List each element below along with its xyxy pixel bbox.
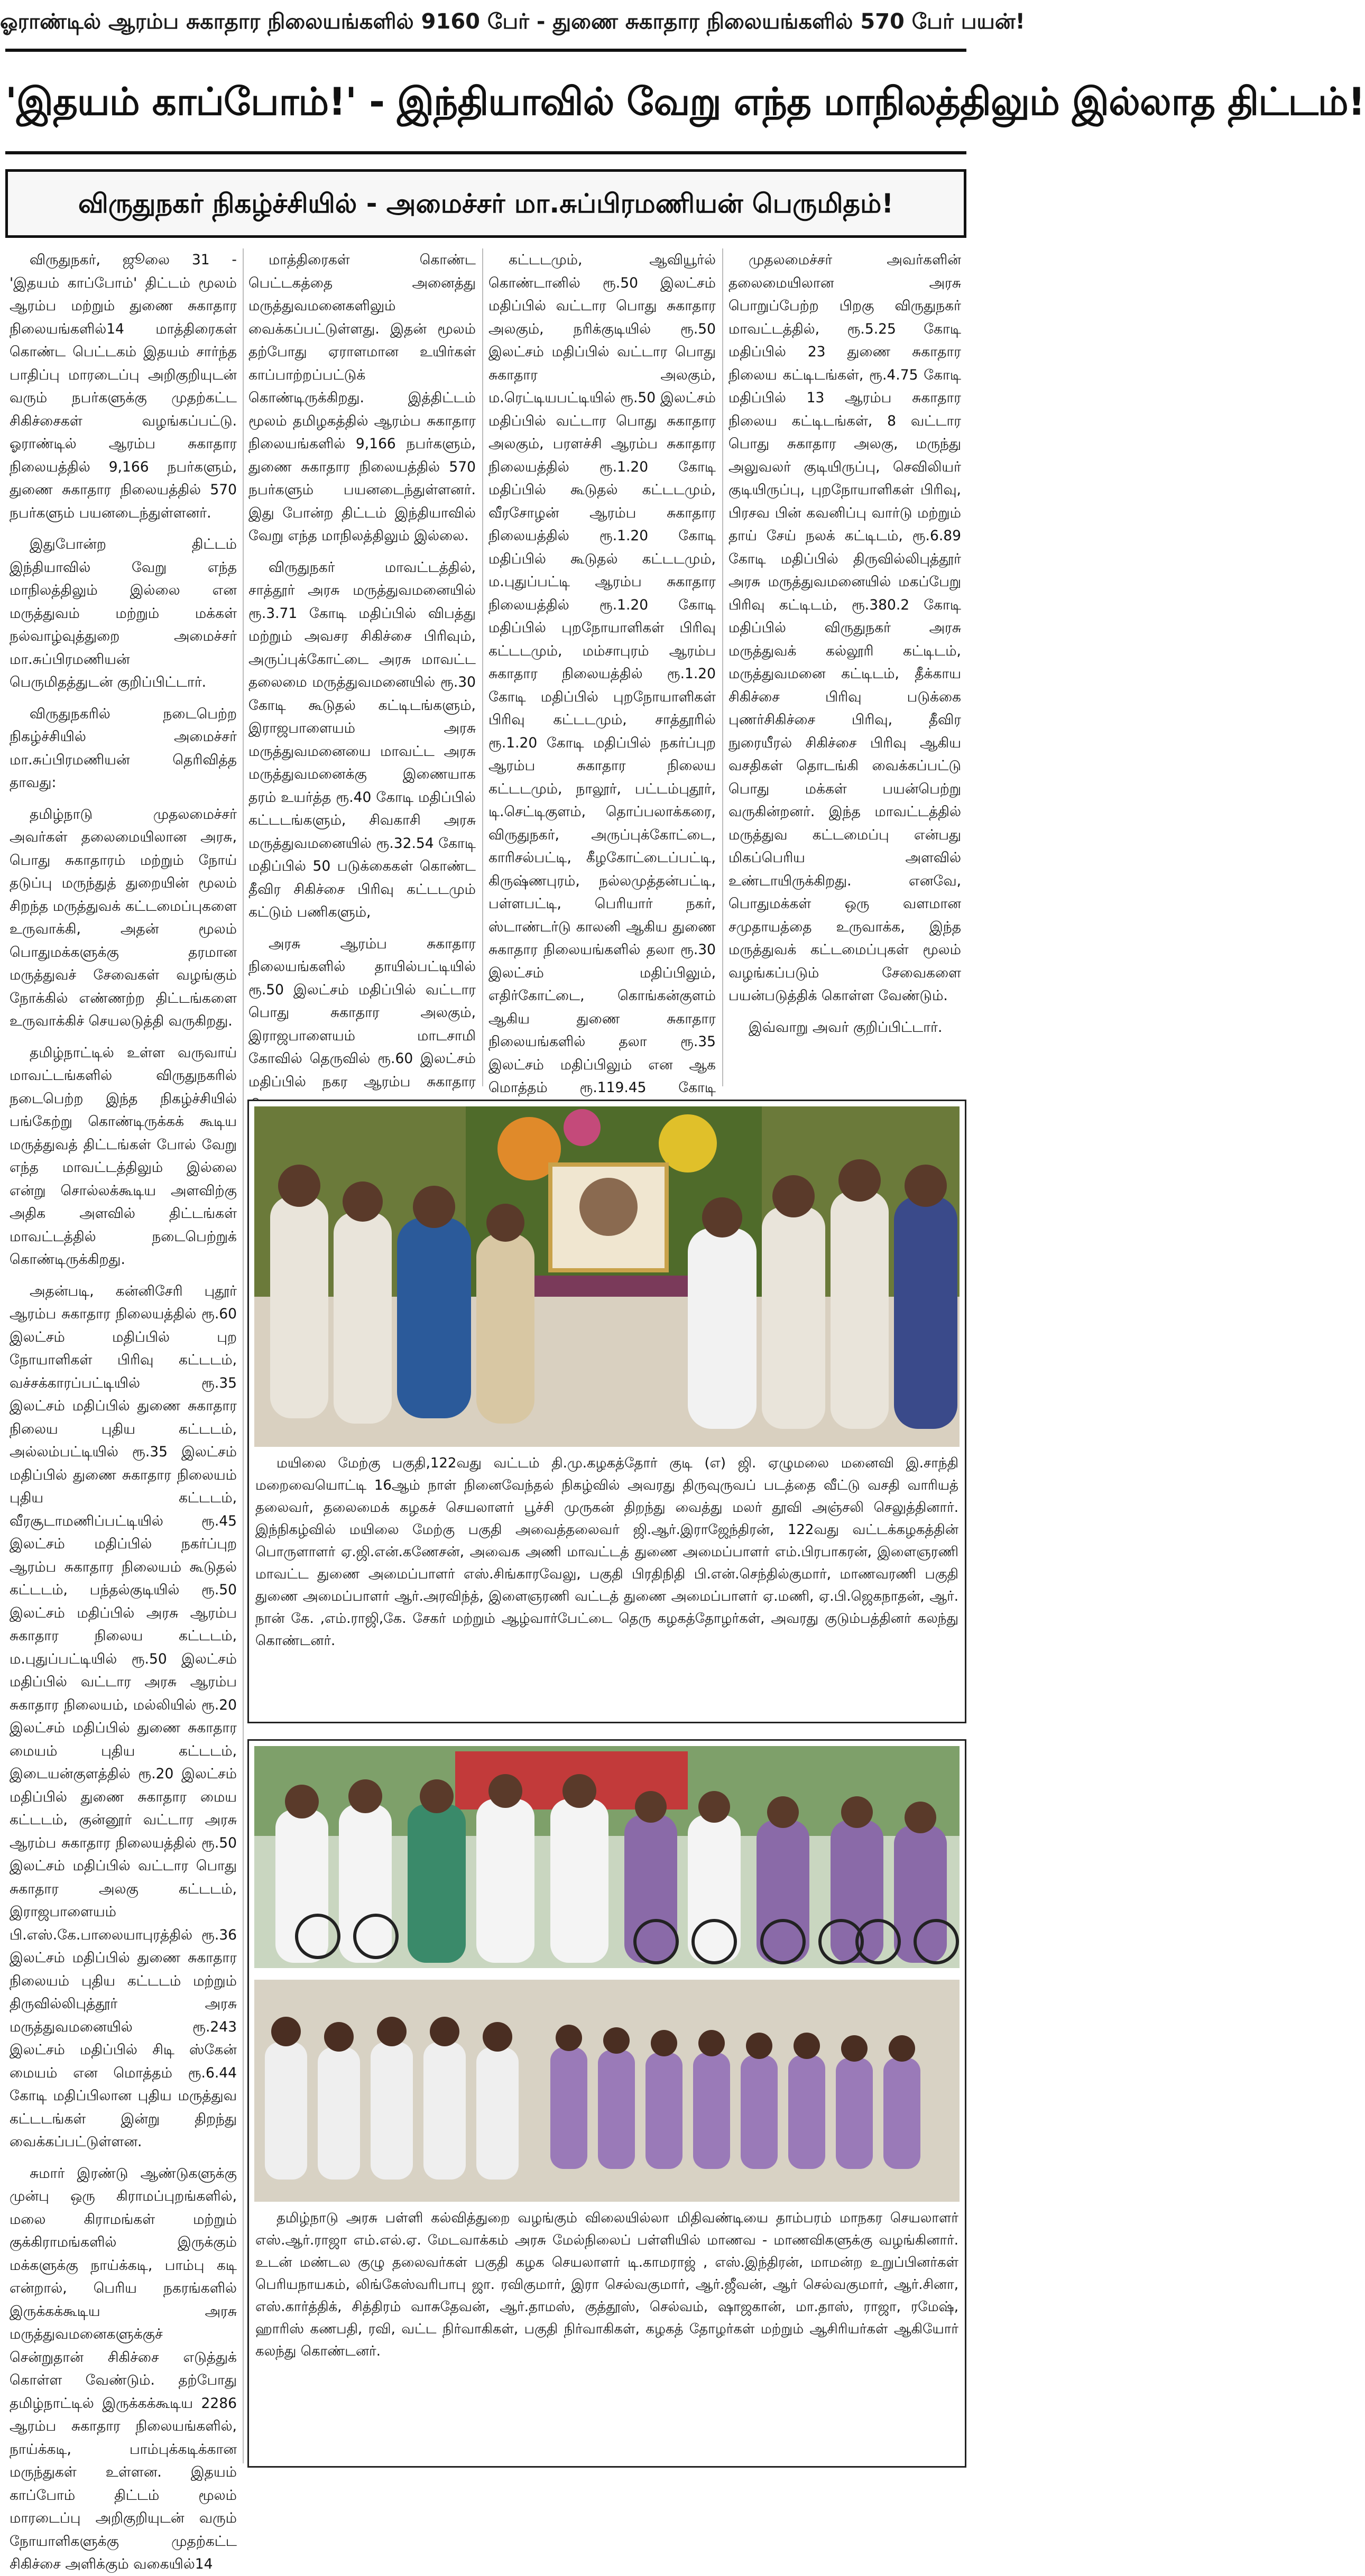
- paragraph: அதன்படி, கன்னிசேரி புதூர் ஆரம்ப சுகாதார நிலையத்தில் ரூ.60 இலட்சம் மதிப்பில் புற நோயாளிகள் பிரிவு கட்டடம், வச்சக்காரப்பட்டியில் ரூ.35 இலட்சம் மதிப்பில் துணை சுகாதார நிலைய புதிய கட்டடம், அல்லம்பட்டியில் ரூ.35 இலட்சம் மதிப்பில் துணை சுகாதார நிலையம் புதிய கட்டடம், வீரசூடாமணிப்பட்டியில் ரூ.45 இலட்சம் மதிப்பில் நகர்ப்புற ஆரம்ப சுகாதார நிலையம் கூடுதல் கட்டடம், பந்தல்குடியில் ரூ.50 இலட்சம் மதிப்பில் அரசு ஆரம்ப சுகாதார நிலைய கட்டடம், ம.புதுப்பட்டியில் ரூ.50 இலட்சம் மதிப்பில் வட்டார அரசு ஆரம்ப சுகாதார நிலையம், மல்லியில் ரூ.20 இலட்சம் மதிப்பில் துணை சுகாதார மையம் புதிய கட்டடம், இடையன்குளத்தில் ரூ.20 இலட்சம் மதிப்பில் துணை சுகாதார மைய கட்டடம், குன்னூர் வட்டார அரசு ஆரம்ப சுகாதார நிலையத்தில் ரூ.50 இலட்சம் மதிப்பில் வட்டார பொது சுகாதார அலகு கட்டடம், இராஜபாளையம் பி.எஸ்.கே.பாலையாபுரத்தில் ரூ.36 இலட்சம் மதிப்பில் துணை சுகாதார நிலையம் புதிய கட்டடம் மற்றும் திருவில்லிபுத்தூர் அரசு மருத்துவமனையில் ரூ.243 இலட்சம் மதிப்பில் சிடி ஸ்கேன் மையம் என மொத்தம் ரூ.6.44 கோடி மதிப்பிலான புதிய மருத்துவ கட்டடங்கள் இன்று திறந்து வைக்கப்பட்டுள்ளன.: [10, 1282, 237, 2150]
- photo-1-caption: மயிலை மேற்கு பகுதி,122வது வட்டம் தி.மு.கழகத்தோர் குடி (எ) ஜி. ஏழுமலை மனைவி இ.சாந்தி மறைவையொட்டி 16ஆம் நாள் நினைவேந்தல் நிகழ்வில் அவரது திருவுருவப் படத்தை வீட்டு வசதி வாரியத் தலைவர், தலைமைக் கழகச் செயலாளர் பூச்சி முருகன் திறந்து வைத்து மலர் தூவி அஞ்சலி செலுத்தினார். இந்நிகழ்வில் மயிலை மேற்கு பகுதி அவைத்தலைவர் ஜி.ஆர்.இராஜேந்திரன், 122வது வட்டக்கழகத்தின் பொருளாளர் ஏ.ஜி.என்.கணேசன், அவைக அணி மாவட்டத் துணை அமைப்பாளர் எம்.பிரபாகரன், இளைஞரணி மாவட்ட துணை அமைப்பாளர் எஸ்.சிங்காரவேலு, பகுதி பிரதிநிதி பி.என்.செந்தில்குமார், மாணவரணி பகுதி துணை அமைப்பாளர் ஆர்.அரவிந்த், இளைஞரணி வட்டத் துணை அமைப்பாளர் ஏ.மணி, ஏ.பி.ஜெகநாதன், ஆர். நான் கே. ,எம்.ராஜி,கே. சேகர் மற்றும் ஆழ்வார்பேட்டை தெரு கழகத்தோழர்கள், அவரது குடும்பத்தினர் கலந்து கொண்டனர்.: [255, 1455, 958, 1649]
- subhead-banner: [5, 169, 966, 238]
- article-column-3: [488, 248, 716, 1096]
- paragraph: தமிழ்நாடு முதலமைச்சர் அவர்கள் தலைமையிலான அரசு, பொது சுகாதாரம் மற்றும் நோய் தடுப்பு மருந்துத் துறையின் மூலம் சிறந்த மருத்துவக் கட்டமைப்புகளை உருவாக்கி, அதன் மூலம் பொதுமக்களுக்கு தரமான மருத்துவச் சேவைகள் வழங்கும் நோக்கில் எண்ணற்ற திட்டங்களை உருவாக்கிச் செயலடுத்தி வருகிறது.: [10, 806, 237, 1029]
- paragraph: கட்டடமும், ஆவியூர்ல் கொண்டானில் ரூ.50 இலட்சம் மதிப்பில் வட்டார பொது சுகாதார அலகும், நரிக்குடியில் ரூ.50 இலட்சம் மதிப்பில் வட்டார பொது சுகாதார அலகும், ம.ரெட்டியபட்டியில் ரூ.50 இலட்சம் மதிப்பில் வட்டார பொது சுகாதார அலகும், பரளச்சி ஆரம்ப சுகாதார நிலையத்தில் ரூ.1.20 கோடி மதிப்பில் கூடுதல் கட்டடமும், வீரசோழன் ஆரம்ப சுகாதார நிலையத்தில் ரூ.1.20 கோடி மதிப்பில் கூடுதல் கட்டடமும், ம.புதுப்பட்டி ஆரம்ப சுகாதார நிலையத்தில் ரூ.1.20 கோடி மதிப்பில் புறநோயாளிகள் பிரிவு கட்டடமும், மம்சாபுரம் ஆரம்ப சுகாதார நிலையத்தில் ரூ.1.20 கோடி மதிப்பில் புறநோயாளிகள் பிரிவு கட்டடமும், சாத்தூரில் ரூ.1.20 கோடி மதிப்பில் நகர்ப்புற ஆரம்ப சுகாதார நிலைய கட்டடமும், நாலூர், பட்டம்புதூர், டி.செட்டிகுளம், தொப்பலாக்கரை, விருதுநகர், அருப்புக்கோட்டை, காரிசல்பட்டி, கீழகோட்டைப்பட்டி, கிருஷ்ணபுரம், நல்லமுத்தன்பட்டி, பள்ளபட்டி, பெரியார் நகர், ஸ்டாண்டர்டு காலனி ஆகிய துணை சுகாதார நிலையங்களில் தலா ரூ.30 இலட்சம் மதிப்பிலும், எதிர்கோட்டை, கொங்கன்குளம் ஆகிய துணை சுகாதார நிலையங்களில் தலா ரூ.35 இலட்சம் மதிப்பிலும் என ஆக மொத்தம் ரூ.119.45 கோடி: [488, 252, 716, 1096]
- paragraph: மாத்திரைகள் கொண்ட பெட்டகத்தை அனைத்து மருத்துவமனைகளிலும் வைக்கப்பட்டுள்ளது. இதன் மூலம் தற்போது ஏராளமான உயிர்கள் காப்பாற்றப்பட்டுக் கொண்டிருக்கிறது. இத்திட்டம் மூலம் தமிழகத்தில் ஆரம்ப சுகாதார நிலையங்களில் 9,166 நபர்களும், துணை சுகாதார நிலையத்தில் 570 நபர்களும் பயனடைந்துள்ளனர். இது போன்ற திட்டம் இந்தியாவில் வேறு எந்த மாநிலத்திலும் இல்லை.: [248, 252, 476, 544]
- memorial-photo: [254, 1106, 960, 1447]
- paragraph: அரசு ஆரம்ப சுகாதார நிலையங்களில் தாயில்பட்டியில் ரூ.50 இலட்சம் மதிப்பில் வட்டார பொது சுகாதார அலகும், இராஜபாளையம் மாடசாமி கோவில் தெருவில் ரூ.60 இலட்சம் மதிப்பில் நகர ஆரம்ப சுகாதார: [248, 935, 476, 1090]
- paragraph: விருதுநகரில் நடைபெற்ற நிகழ்ச்சியில் அமைச்சர் மா.சுப்பிரமணியன் தெரிவித்த தாவது:: [10, 705, 237, 791]
- paragraph: விருதுநகர், ஜூலை 31 - 'இதயம் காப்போம்' திட்டம் மூலம் ஆரம்ப மற்றும் துணை சுகாதார நிலையங்களில்14 மாத்திரைகள் கொண்ட பெட்டகம் இதயம் சார்ந்த பாதிப்பு மாரடைப்பு அறிகுறியுடன் வரும் நபர்களுக்கு முதற்கட்ட சிகிச்சைகள் வழங்கப்பட்டு. ஓராண்டில் ஆரம்ப சுகாதார நிலையத்தில் 9,166 நபர்களும், துணை சுகாதார நிலையத்தில் 570 நபர்களும் பயனடைந்துள்ளனர்.: [10, 252, 237, 521]
- photo-2-caption: தமிழ்நாடு அரசு பள்ளி கல்வித்துறை வழங்கும் விலையில்லா மிதிவண்டியை தாம்பரம் மாநகர செயலாளர் எஸ்.ஆர்.ராஜா எம்.எல்.ஏ. மேடவாக்கம் அரசு மேல்நிலைப் பள்ளியில் மாணவ - மாணவிகளுக்கு வழங்கினார். உடன் மண்டல குழு தலைவர்கள் பகுதி கழக செயலாளர் டி.காமராஜ் , எஸ்.இந்திரன், மாமன்ற உறுப்பினர்கள் பெரியநாயகம், லிங்கேஸ்வரிபாபு ஜா. ரவிகுமார், இரா செல்வகுமார், ஆர்.ஜீவன், ஆர் செல்வகுமார், ஆர்.சினா, எஸ்.கார்த்திக், சித்திரம் வாசுதேவன், ஆர்.தாமஸ், குத்தூஸ், செல்வம், ஷாஜகான், மா.தாஸ், ராஜா, ரமேஷ், ஹாரிஸ் கணபதி, ரவி, வட்ட நிர்வாகிகள், பகுதி நிர்வாகிகள், கழகத் தோழர்கள் மற்றும் ஆசிரியர்கள் ஆகியோர் கலந்து கொண்டனர்.: [255, 2210, 958, 2359]
- memorial-photo-illustration: [254, 1106, 960, 1447]
- article-column-2: [248, 248, 476, 1090]
- photo-story-2: [247, 1739, 966, 2468]
- paragraph: விருதுநகர் மாவட்டத்தில், சாத்தூர் அரசு மருத்துவமனையில் ரூ.3.71 கோடி மதிப்பில் விபத்து மற்றும் அவசர சிகிச்சை பிரிவும், அருப்புக்கோட்டை அரசு மாவட்ட தலைமை மருத்துவமனையில் ரூ.30 கோடி கூடுதல் கட்டிடங்களும், இராஜபாளையம் அரசு மருத்துவமனையை மாவட்ட அரசு மருத்துவமனைக்கு இணையாக தரம் உயர்த்த ரூ.40 கோடி மதிப்பில் கட்டடங்களும், சிவகாசி அரசு மருத்துவமனையில் ரூ.32.54 கோடி மதிப்பில் 50 படுக்கைகள் கொண்ட தீவிர சிகிச்சை பிரிவு கட்டடமும் கட்டும் பணிகளும்,: [248, 559, 476, 920]
- paragraph: இவ்வாறு அவர் குறிப்பிட்டார்.: [749, 1019, 943, 1036]
- column-rule: [722, 248, 723, 1086]
- kicker-line: ஓராண்டில் ஆரம்ப சுகாதார நிலையங்களில் 9160 பேர் - துணை சுகாதார நிலையங்களில் 570 பேர் பயன்!: [0, 10, 1025, 34]
- article-column-1: [10, 248, 237, 2572]
- paragraph: இதுபோன்ற திட்டம் இந்தியாவில் வேறு எந்த மாநிலத்திலும் இல்லை என மருத்துவம் மற்றும் மக்கள் நல்வாழ்வுத்துறை அமைச்சர் மா.சுப்பிரமணியன் பெருமிதத்துடன் குறிப்பிட்டார்.: [10, 536, 237, 690]
- paragraph: முதலமைச்சர் அவர்களின் தலைமையிலான அரசு பொறுப்பேற்ற பிறகு விருதுநகர் மாவட்டத்தில், ரூ.5.25 கோடி மதிப்பில் 23 துணை சுகாதார நிலைய கட்டிடங்கள், ரூ.4.75 கோடி மதிப்பில் 13 ஆரம்ப சுகாதார நிலைய கட்டிடங்கள், 8 வட்டார பொது சுகாதார அலகு, மருந்து அலுவலர் குடியிருப்பு, செவிலியர் குடியிருப்பு, புறநோயாளிகள் பிரிவு, பிரசவ பின் கவனிப்பு வார்டு மற்றும் தாய் சேய் நலக் கட்டிடம், ரூ.6.89 கோடி மதிப்பில் திருவில்லிபுத்தூர் அரசு மருத்துவமனையில் மகப்பேறு பிரிவு கட்டிடம், ரூ.380.2 கோடி மதிப்பில் விருதுநகர் அரசு மருத்துவக் கல்லூரி கட்டிடம், மருத்துவமனை கட்டிடம், தீக்காய சிகிச்சை பிரிவு படுக்கை புணர்சிகிச்சை பிரிவு, தீவிர நுரையீரல் சிகிச்சை பிரிவு ஆகிய வசதிகள் தொடங்கி வைக்கப்பட்டு பொது மக்கள் பயன்பெற்று வருகின்றனர். இந்த மாவட்டத்தில் மருத்துவ கட்டமைப்பு என்பது மிகப்பெரிய அளவில் உண்டாயிருக்கிறது. எனவே, பொதுமக்கள் ஒரு வளமான சமுதாயத்தை உருவாக்க, இந்த மருத்துவக் கட்டமைப்புகள் மூலம் வழங்கப்படும் சேவைகளை பயன்படுத்திக் கொள்ள வேண்டும்.: [728, 252, 961, 1004]
- column-rule: [482, 248, 483, 1086]
- photo-story-1: [247, 1100, 966, 1723]
- paragraph: சுமார் இரண்டு ஆண்டுகளுக்கு முன்பு ஒரு கிராமப்புறங்களில், மலை கிராமங்கள் மற்றும் குக்கிராமங்களில் இருக்கும் மக்களுக்கு நாய்க்கடி, பாம்பு கடி என்றால், பெரிய நகரங்களில் இருக்கக்கூடிய அரசு மருத்துவமனைகளுக்குச் சென்றுதான் சிகிச்சை எடுத்துக் கொள்ள வேண்டும். தற்போது தமிழ்நாட்டில் இருக்கக்கூடிய 2286 ஆரம்ப சுகாதார நிலையங்களில், நாய்க்கடி, பாம்புக்கடிக்கான மருந்துகள் உள்ளன. இதயம் காப்போம் திட்டம் மூலம் மாரடைப்பு அறிகுறியுடன் வரும் நோயாளிகளுக்கு முதற்கட்ட சிகிச்சை அளிக்கும் வகையில்14: [10, 2165, 237, 2572]
- column-rule: [243, 248, 244, 2463]
- bicycle-distribution-illustration: [254, 1746, 960, 2202]
- subhead: விருதுநகர் நிகழ்ச்சியில் - அமைச்சர் மா.சுப்பிரமணியன் பெருமிதம்!: [78, 188, 894, 219]
- paragraph: தமிழ்நாட்டில் உள்ள வருவாய் மாவட்டங்களில் விருதுநகரில் நடைபெற்ற இந்த நிகழ்ச்சியில் பங்கேற்று கொண்டிருக்கக் கூடிய மருத்துவத் திட்டங்கள் போல் வேறு எந்த மாவட்டத்திலும் இல்லை என்று சொல்லக்கூடிய அளவிற்கு அதிக அளவில் திட்டங்கள் மாவட்டத்தில் நடைபெற்றுக் கொண்டிருக்கிறது.: [10, 1044, 237, 1268]
- headline: 'இதயம் காப்போம்!' - இந்தியாவில் வேறு எந்த மாநிலத்திலும் இல்லாத திட்டம்!: [5, 79, 1365, 124]
- bicycle-distribution-photo: [254, 1746, 960, 2202]
- article-column-4: [728, 248, 961, 1086]
- headline-banner: [5, 49, 1365, 154]
